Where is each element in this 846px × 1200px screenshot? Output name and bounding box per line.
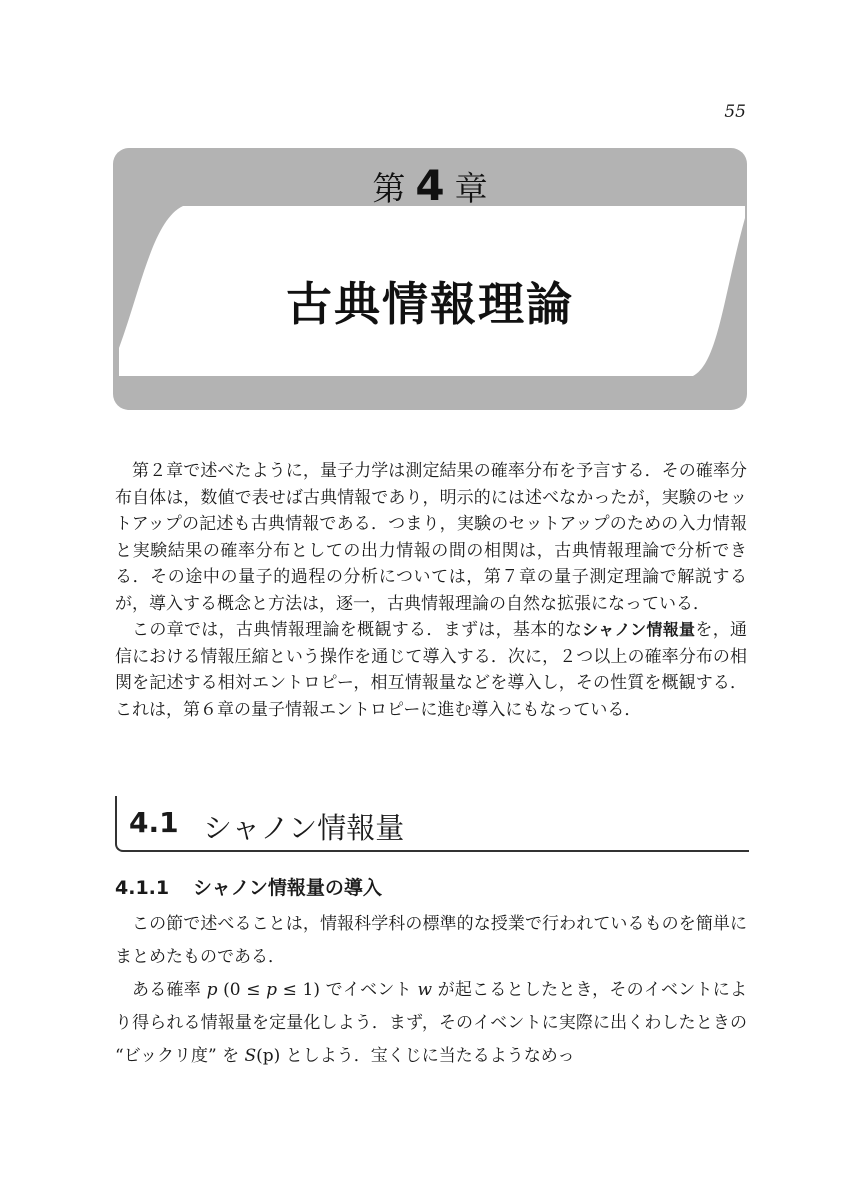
subsection-title: シャノン情報量の導入 bbox=[193, 877, 382, 899]
chapter-title: 古典情報理論 bbox=[286, 277, 574, 331]
chapter-heading bbox=[113, 161, 747, 210]
subsection-heading bbox=[115, 873, 747, 900]
intro-p2-text-a: この章では，古典情報理論を概観する．まずは，基本的な bbox=[132, 620, 583, 640]
math-text: (0 ≤ bbox=[217, 980, 267, 1000]
math-var: p bbox=[206, 980, 218, 1000]
intro-paragraph-1: 第２章で述べたように，量子力学は測定結果の確率分布を予言する．その確率分布自体は，数値で表せば古典情報であり，明示的には述べなかったが，実験のセットアップの記述も古典情報である．つまり，実験のセットアップのための入力情報と実験結果の確率分布としての出力情報の間の相関は，古典情報理論で分析できる．その途中の量子的過程の分析については，第７章の量子測定理論で解説するが，導入する概念と方法は，逐一，古典情報理論の自然な拡張になっている． bbox=[115, 461, 747, 614]
chapter-suffix: 章 bbox=[454, 169, 488, 208]
math-var: p bbox=[266, 980, 277, 1000]
body-paragraph-2 bbox=[115, 974, 747, 1073]
body-paragraph-1: この節で述べることは，情報科学科の標準的な授業で行われているものを簡単にまとめたものである． bbox=[115, 914, 747, 967]
math-text: (p) bbox=[256, 1046, 281, 1066]
body-text: ある確率 bbox=[132, 980, 207, 1000]
body-text: が起こるとしたとき，そのイベントにより得られる情報量を定量化しよう．まず，そのイベントに実際に出くわしたときの “ビックリ度” を bbox=[115, 980, 748, 1066]
intro-paragraph-2 bbox=[115, 617, 747, 723]
chapter-banner bbox=[113, 148, 747, 410]
page-number: 55 bbox=[724, 102, 746, 122]
subsection-number: 4.1.1 bbox=[115, 877, 170, 899]
section-body bbox=[115, 908, 747, 1073]
key-term: シャノン情報量 bbox=[582, 620, 696, 639]
math-var: S bbox=[244, 1046, 257, 1066]
chapter-prefix: 第 bbox=[372, 169, 406, 208]
body-text: ≤ 1) でイベント bbox=[277, 980, 418, 1000]
math-var: w bbox=[417, 980, 433, 1000]
section-number: 4.1 bbox=[129, 806, 179, 839]
chapter-number: 4 bbox=[415, 161, 445, 210]
section-title: シャノン情報量 bbox=[203, 811, 405, 845]
chapter-intro bbox=[115, 458, 747, 723]
section-heading bbox=[115, 796, 749, 852]
body-text: としよう．宝くじに当たるようなめっ bbox=[280, 1046, 575, 1066]
intro-p2-text-b: を，通信における情報圧縮という操作を通じて導入する．次に，２つ以上の確率分布の相関を記述する相対エントロピー，相互情報量などを導入し，その性質を概観する．これは，第６章の量子情報エントロピーに進む導入にもなっている． bbox=[115, 620, 748, 720]
